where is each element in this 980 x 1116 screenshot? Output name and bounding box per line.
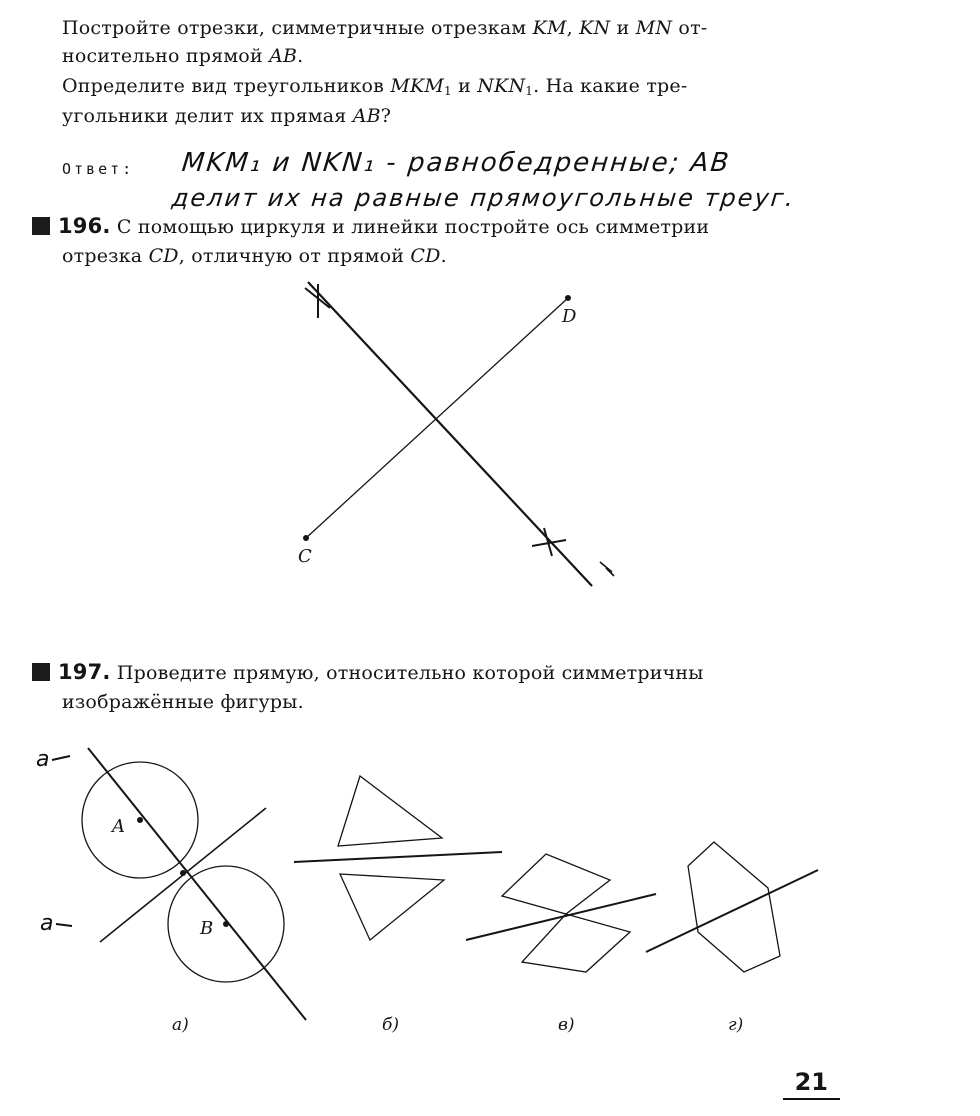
figure-label-b: б) [382, 1015, 400, 1035]
axis-label-tick-bottom [56, 924, 72, 926]
triangle-upper [338, 776, 442, 846]
axis-label-tick-top [52, 756, 70, 760]
rhombus-upper [502, 854, 610, 914]
line-ab [88, 748, 306, 1020]
symmetry-axis-c [466, 894, 656, 940]
triangle-lower [340, 874, 444, 940]
point-b-dot [223, 921, 229, 927]
figure-a [82, 748, 306, 1020]
hexagon [688, 842, 780, 972]
point-b-label: B [200, 918, 214, 939]
midpoint-dot [180, 870, 186, 876]
answer-handwritten-line-1: MKM₁ и NKN₁ - равнобедренные; AB [180, 148, 732, 178]
symmetry-axis-b [294, 852, 502, 862]
point-d-label: D [562, 306, 577, 327]
figure-c [466, 854, 656, 972]
figure-label-d: г) [728, 1015, 744, 1035]
point-a-dot [137, 817, 143, 823]
answer-handwritten-line-2: делит их на равные прямоугольные треуг. [170, 184, 797, 212]
figure-label-a: а) [172, 1015, 189, 1035]
task-196-line-1: 196. С помощью циркуля и линейки постройте ось симметрии [32, 212, 709, 241]
task-196-number: 196. [58, 214, 111, 238]
intro-line-3: Определите вид треугольников $MKM_1$ и $NKN_1$. На какие тре- [62, 75, 688, 98]
task-197-number: 197. [58, 660, 111, 684]
symmetry-axis-d [646, 870, 818, 952]
intro-line-1: Постройте отрезки, симметричные отрезкам KM, KN и MN от- [62, 17, 708, 39]
answer-label: Ответ: [62, 160, 135, 178]
point-a-label: A [112, 816, 125, 837]
figure-d [646, 842, 818, 972]
intro-line-4: угольники делит их прямая AB? [62, 105, 392, 127]
page-number: 21 [783, 1068, 840, 1100]
figure-label-c: в) [558, 1015, 575, 1035]
intro-line-2: носительно прямой AB. [62, 45, 304, 67]
task-196-line-2: отрезка CD, отличную от прямой CD. [62, 245, 447, 267]
handwritten-axis-label-top: a [36, 747, 50, 772]
point-c-label: C [298, 546, 312, 567]
task-197-line-2: изображённые фигуры. [62, 691, 304, 713]
figure-b [294, 776, 502, 940]
task-197-line-1: 197. Проведите прямую, относительно которой симметричны [32, 658, 704, 687]
handwritten-axis-label-bottom: a [40, 911, 54, 936]
